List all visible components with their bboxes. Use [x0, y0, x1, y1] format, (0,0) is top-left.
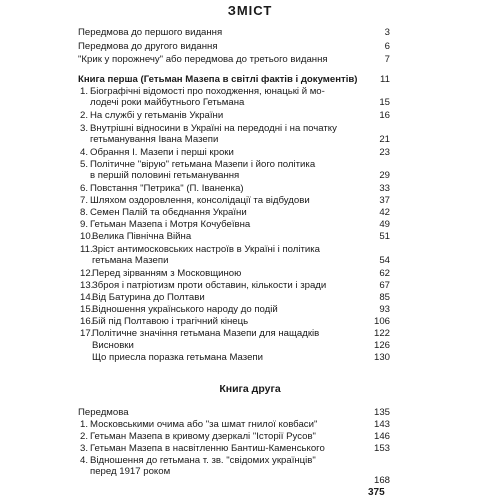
entry-text: На службі у гетьманів України: [90, 110, 224, 121]
entry-text: Висновки: [92, 340, 134, 351]
entry-number: 1.: [80, 86, 89, 97]
entry-text: Політичне "вірую" гетьмана Мазепи і його політика: [90, 159, 316, 170]
entry-page: 51: [379, 231, 390, 242]
entry-text: Відношення українського народу до подій: [92, 304, 278, 315]
entry-text: Гетьман Мазепа в насвітленню Бантиш-Каменського: [90, 443, 325, 454]
entry-page: 37: [379, 195, 390, 206]
entry-text: Обрання І. Мазепи і перші кроки: [90, 147, 234, 158]
page-number: 375: [368, 487, 385, 498]
entry-text: Передмова до першого видання: [78, 27, 223, 38]
entry-page: 54: [379, 255, 390, 266]
entry-text: Гетьман Мазепа і Мотря Кочубеївна: [90, 219, 251, 230]
book1-title: Книга перша (Гетьман Мазепа в світлі фактів і документів): [78, 74, 358, 85]
entry-number: 2.: [80, 431, 89, 442]
entry-page: 126: [373, 340, 390, 351]
entry-number: 13.: [80, 280, 94, 291]
entry-page: 49: [379, 219, 390, 230]
entry-number: 9.: [80, 219, 89, 230]
entry-text: Зріст антимосковських настроїв в Україні і політика: [92, 244, 320, 255]
entry-page: 23: [379, 147, 390, 158]
entry-page: 33: [379, 183, 390, 194]
entry-number: 17.: [80, 328, 94, 339]
entry-text-line2: лодечі роки майбутнього Гетьмана: [90, 97, 245, 108]
entry-text: "Крик у порожнечу" або передмова до третього видання: [78, 54, 328, 65]
entry-page: 143: [373, 419, 390, 430]
entry-text-line2: перед 1917 роком: [90, 466, 171, 477]
entry-page: 146: [373, 431, 390, 442]
entry-text: Гетьман Мазепа в кривому дзеркалі "Історії Русов": [90, 431, 316, 442]
entry-page: 29: [379, 170, 390, 181]
entry-page: 6: [384, 41, 390, 52]
entry-number: 10.: [80, 231, 94, 242]
entry-text: Що приесла поразка гетьмана Мазепи: [92, 352, 263, 363]
entry-text: Бій під Полтавою і трагічний кінець: [92, 316, 249, 327]
entry-text: Біографічні відомості про походження, юнацькі й мо-: [90, 86, 325, 97]
entry-text: Перед зірванням з Московщиною: [92, 268, 242, 279]
entry-number: 4.: [80, 147, 89, 158]
entry-number: 8.: [80, 207, 89, 218]
entry-number: 2.: [80, 110, 89, 121]
entry-text: Семен Палій та обєднання України: [90, 207, 247, 218]
entry-page: 106: [373, 316, 390, 327]
entry-page: 153: [373, 443, 390, 454]
entry-text-line2: гетьмана Мазепи: [92, 255, 169, 266]
entry-page: 7: [384, 54, 390, 65]
entry-number: 5.: [80, 159, 89, 170]
entry-text-line2: в першій половині гетьманування: [90, 170, 240, 181]
page-title: ЗМІСТ: [227, 3, 273, 18]
entry-page: 130: [373, 352, 390, 363]
entry-number: 4.: [80, 455, 89, 466]
book2-heading: Книга друга: [219, 383, 281, 395]
entry-number: 15.: [80, 304, 94, 315]
entry-page: 15: [379, 97, 390, 108]
entry-page: 67: [379, 280, 390, 291]
entry-text: Велика Північна Війна: [92, 231, 192, 242]
entry-text-line2: гетьманування Івана Мазепи: [90, 134, 219, 145]
entry-text: Політичне значіння гетьмана Мазепи для нащадків: [92, 328, 320, 339]
entry-number: 3.: [80, 443, 89, 454]
entry-number: 12.: [80, 268, 94, 279]
entry-number: 16.: [80, 316, 94, 327]
entry-text: Повстання "Петрика" (П. Іваненка): [90, 183, 244, 194]
entry-text: Відношення до гетьмана т. зв. "свідомих українців": [90, 455, 316, 466]
entry-number: 6.: [80, 183, 89, 194]
entry-page: 11: [380, 74, 390, 85]
entry-text: Передмова: [78, 407, 129, 418]
entry-page: 16: [379, 110, 390, 121]
entry-text: Передмова до другого видання: [78, 41, 218, 52]
entry-text: Шляхом оздоровлення, консолідації та відбудови: [90, 195, 310, 206]
entry-text: Московськими очима або "за шмат гнилої ковбаси": [90, 419, 318, 430]
entry-page: 3: [384, 27, 390, 38]
entry-number: 11.: [80, 244, 93, 255]
entry-text: Від Батурина до Полтави: [92, 292, 205, 303]
entry-text: Внутрішні відносини в Україні на передодні і на початку: [90, 123, 337, 134]
entry-page: 168: [373, 475, 390, 486]
entry-page: 62: [379, 268, 390, 279]
entry-number: 3.: [80, 123, 89, 134]
entry-number: 1.: [80, 419, 89, 430]
entry-text: Зброя і патріотизм проти обставин, кількости і зради: [92, 280, 327, 291]
entry-page: 122: [373, 328, 390, 339]
entry-number: 14.: [80, 292, 94, 303]
entry-page: 93: [379, 304, 390, 315]
entry-page: 42: [379, 207, 390, 218]
entry-page: 85: [379, 292, 390, 303]
entry-page: 135: [373, 407, 390, 418]
entry-page: 21: [379, 134, 390, 145]
entry-number: 7.: [80, 195, 89, 206]
